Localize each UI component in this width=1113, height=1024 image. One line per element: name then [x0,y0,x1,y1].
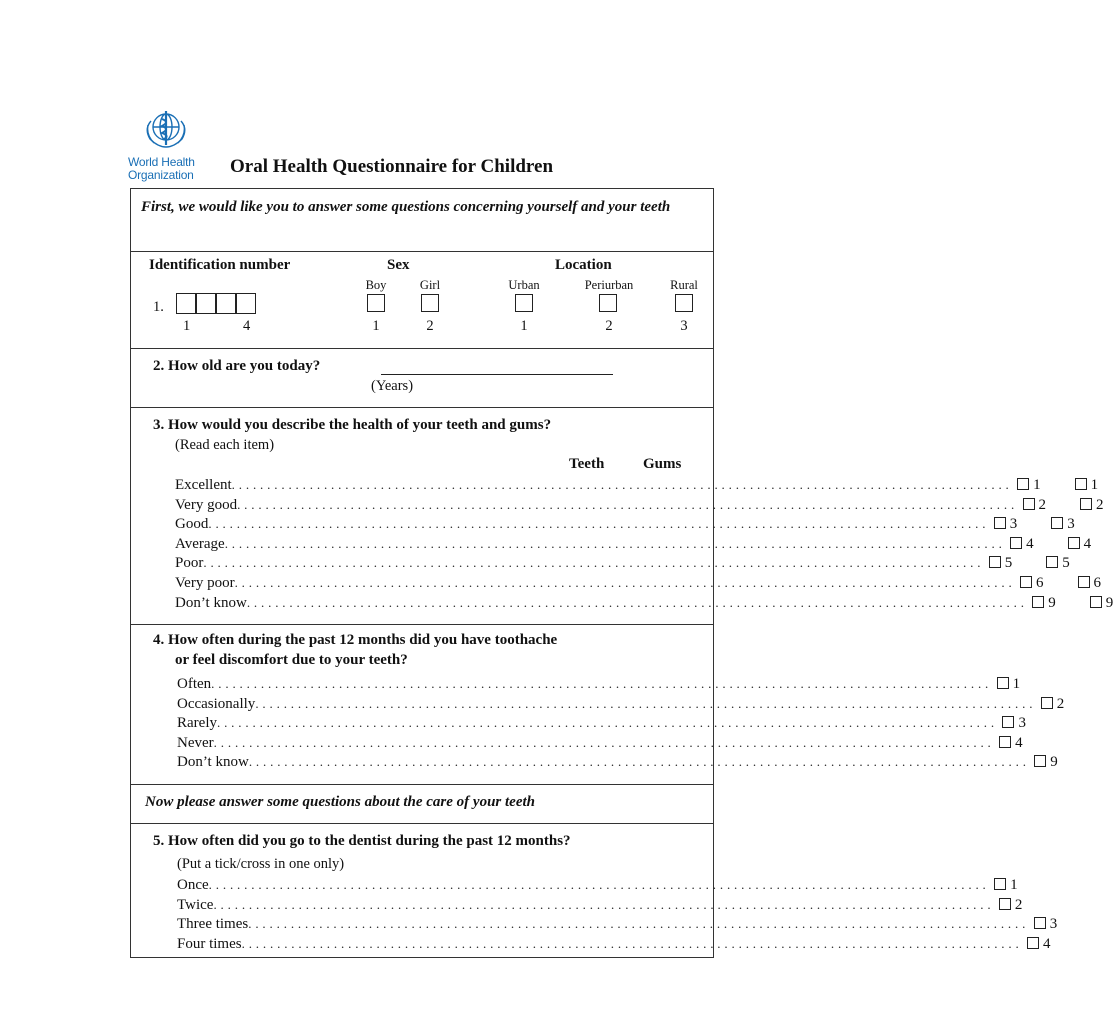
location-rural-checkbox[interactable] [675,294,693,312]
dot-leader: . . . . . . . . . . . . . . . . . . . . . . . . . . . . . . . . . . . . . . . . . . . . . . . . . . . . . . . . . . . . . . . . . . . . . . . . . . . . . . . . . . . . . . . . . . . . . . . . . . . . . . . . . . . . . . [213,734,992,750]
teeth-checkbox[interactable] [1017,478,1029,490]
gums-option[interactable] [1075,477,1099,494]
gums-checkbox[interactable] [1075,478,1087,490]
id-digit-box[interactable] [216,293,236,314]
option-label: Often [177,676,212,692]
col-teeth-heading: Teeth [569,456,605,472]
id-digit-box[interactable] [236,293,256,314]
divider [131,823,713,824]
answer-option-row [175,594,1113,612]
divider [131,407,713,408]
dot-leader: . . . . . . . . . . . . . . . . . . . . . . . . . . . . . . . . . . . . . . . . . . . . . . . . . . . . . . . . . . . . . . . . . . . . . . . . . . . . . . . . . . . . . . . . . . . . . . . . . . . . . . . . . . . . . . [234,575,1013,590]
divider [131,624,713,625]
q5-instruction: (Put a tick/cross in one only) [177,856,345,872]
option-label: Very poor [175,575,235,591]
id-digit-box[interactable] [176,293,196,314]
gums-option[interactable] [1080,497,1104,514]
answer-checkbox[interactable] [1002,716,1014,728]
teeth-checkbox[interactable] [1010,537,1022,549]
answer-checkbox[interactable] [997,677,1009,689]
dot-leader: . . . . . . . . . . . . . . . . . . . . . . . . . . . . . . . . . . . . . . . . . . . . . . . . . . . . . . . . . . . . . . . . . . . . . . . . . . . . . . . . . . . . . . . . . . . . . . . . . . . . . . . . . . . . . . [237,496,1015,512]
q2-question: 2. How old are you today? [153,358,321,374]
option-code: 4 [1015,734,1023,751]
answer-option-row [177,676,1021,693]
option-code: 9 [1050,754,1058,771]
gums-checkbox[interactable] [1046,556,1058,568]
option-code: 3 [1067,516,1075,533]
q3-question: 3. How would you describe the health of your teeth and gums? [153,417,552,433]
dot-leader: . . . . . . . . . . . . . . . . . . . . . . . . . . . . . . . . . . . . . . . . . . . . . . . . . . . . . . . . . . . . . . . . . . . . . . . . . . . . . . . . . . . . . . . . . . . . . . . . . . . . . . . . . . . . . . [248,916,1026,932]
divider [131,348,713,349]
teeth-checkbox[interactable] [1023,498,1035,510]
answer-option-row [177,734,1023,752]
teeth-checkbox[interactable] [994,517,1006,529]
location-option-label: Rural [670,278,698,292]
who-logo [128,107,208,182]
answer-checkbox[interactable] [1027,937,1039,949]
option-code: 1 [1010,877,1018,893]
document-title: Oral Health Questionnaire for Children [230,156,554,177]
age-answer-line[interactable] [381,374,613,375]
option-label: Occasionally [177,695,256,712]
answer-option[interactable] [999,897,1023,914]
option-code: 2 [1096,496,1104,513]
answer-option-row [177,754,1058,771]
option-label: Four times [177,935,242,952]
gums-option[interactable] [1068,536,1092,553]
answer-option-row [177,715,1026,732]
q4-question-line2: or feel discomfort due to your teeth? [175,652,408,668]
answer-option-row [177,896,1023,914]
location-option-code: 1 [520,318,528,334]
option-code: 2 [1056,695,1065,712]
sex-boy-checkbox[interactable] [367,294,385,312]
gums-option[interactable] [1078,575,1102,592]
dot-leader: . . . . . . . . . . . . . . . . . . . . . . . . . . . . . . . . . . . . . . . . . . . . . . . . . . . . . . . . . . . . . . . . . . . . . . . . . . . . . . . . . . . . . . . . . . . . . . . . . . . . . . . . . . . . . . [213,896,991,912]
sex-option-label: Boy [365,278,387,292]
q4-question-line1: 4. How often during the past 12 months did you have toothache [153,632,558,648]
option-code: 1 [1090,477,1099,493]
who-emblem-icon [138,107,194,151]
id-number-boxes[interactable] [176,293,260,314]
answer-option[interactable] [999,735,1023,752]
answer-checkbox[interactable] [999,736,1011,748]
answer-checkbox[interactable] [1034,755,1046,767]
location-periurban-checkbox[interactable] [599,294,617,312]
answer-option-row [175,555,1070,572]
option-code: 6 [1093,575,1102,591]
id-digit-box[interactable] [196,293,216,314]
gums-checkbox[interactable] [1080,498,1092,510]
option-code: 1 [1012,676,1021,692]
teeth-option[interactable] [989,555,1013,572]
answer-option-row [175,516,1075,533]
teeth-checkbox[interactable] [989,556,1001,568]
location-heading: Location [555,257,612,273]
option-code: 1 [1033,477,1041,493]
location-option-code: 2 [605,318,613,334]
care-intro-text: Now please answer some questions about the care of your teeth [145,794,536,810]
option-code: 9 [1048,594,1056,611]
option-label: Don’t know [177,754,249,771]
teeth-option[interactable] [1010,536,1034,553]
teeth-option[interactable] [1032,595,1056,612]
answer-option[interactable] [1041,696,1065,713]
option-label: Once [177,877,209,893]
answer-option-row [177,935,1051,953]
gums-option[interactable] [1051,516,1075,533]
answer-option[interactable] [994,877,1018,894]
answer-checkbox[interactable] [1034,917,1046,929]
option-code: 9 [1105,594,1113,611]
item-number: 1. [153,299,164,315]
option-code: 3 [1049,916,1058,933]
answer-option-row [177,877,1018,894]
answer-option[interactable] [997,676,1021,693]
col-gums-heading: Gums [643,456,682,472]
teeth-checkbox[interactable] [1020,576,1032,588]
option-label: Twice [177,896,214,913]
dot-leader: . . . . . . . . . . . . . . . . . . . . . . . . . . . . . . . . . . . . . . . . . . . . . . . . . . . . . . . . . . . . . . . . . . . . . . . . . . . . . . . . . . . . . . . . . . . . . . . . . . . . . . . . . . . . . . [208,516,986,532]
option-label: Very good [175,496,238,513]
location-urban-checkbox[interactable] [515,294,533,312]
gums-checkbox[interactable] [1078,576,1090,588]
sex-option-code: 1 [372,318,380,334]
divider [131,251,713,252]
dot-leader: . . . . . . . . . . . . . . . . . . . . . . . . . . . . . . . . . . . . . . . . . . . . . . . . . . . . . . . . . . . . . . . . . . . . . . . . . . . . . . . . . . . . . . . . . . . . . . . . . . . . . . . . . . . . . . [231,477,1010,492]
answer-option-row [177,916,1058,933]
dot-leader: . . . . . . . . . . . . . . . . . . . . . . . . . . . . . . . . . . . . . . . . . . . . . . . . . . . . . . . . . . . . . . . . . . . . . . . . . . . . . . . . . . . . . . . . . . . . . . . . . . . . . . . . . . . . . . [241,935,1020,951]
option-code: 2 [1038,496,1047,513]
sex-option-label: Girl [419,278,441,292]
teeth-checkbox[interactable] [1032,596,1044,608]
gums-option[interactable] [1046,555,1070,572]
option-code: 4 [1026,535,1034,552]
location-option-code: 3 [680,318,688,334]
q5-question: 5. How often did you go to the dentist during the past 12 months? [153,833,571,849]
answer-option-row [175,477,1099,494]
answer-option[interactable] [1034,754,1058,771]
option-code: 3 [1009,516,1018,533]
logo-text-line2: Organization [128,168,194,182]
answer-option[interactable] [1034,916,1058,933]
option-code: 5 [1062,555,1070,572]
id-range-end: 4 [243,318,251,334]
gums-checkbox[interactable] [1090,596,1102,608]
option-label: Rarely [177,715,217,732]
gums-checkbox[interactable] [1051,517,1063,529]
option-code: 4 [1083,535,1092,552]
teeth-option[interactable] [994,516,1018,533]
dot-leader: . . . . . . . . . . . . . . . . . . . . . . . . . . . . . . . . . . . . . . . . . . . . . . . . . . . . . . . . . . . . . . . . . . . . . . . . . . . . . . . . . . . . . . . . . . . . . . . . . . . . . . . . . . . . . . [203,555,981,571]
intro-text: First, we would like you to answer some questions concerning yourself and your teeth [141,199,671,215]
answer-checkbox[interactable] [1041,697,1053,709]
dot-leader: . . . . . . . . . . . . . . . . . . . . . . . . . . . . . . . . . . . . . . . . . . . . . . . . . . . . . . . . . . . . . . . . . . . . . . . . . . . . . . . . . . . . . . . . . . . . . . . . . . . . . . . . . . . . . . [216,715,995,731]
answer-option-row [175,535,1092,553]
divider [131,784,713,785]
option-label: Average [175,535,225,552]
teeth-option[interactable] [1017,477,1041,494]
answer-option[interactable] [1002,715,1026,732]
questionnaire-frame [130,188,1113,958]
sex-option-code: 2 [426,318,434,334]
option-label: Don’t know [175,594,247,611]
sex-heading: Sex [387,257,410,273]
answer-checkbox[interactable] [999,898,1011,910]
id-range-start: 1 [183,318,191,334]
option-label: Excellent [175,477,232,493]
answer-option-row [177,695,1065,713]
id-heading: Identification number [149,257,291,273]
location-option-label: Urban [508,278,540,292]
dot-leader: . . . . . . . . . . . . . . . . . . . . . . . . . . . . . . . . . . . . . . . . . . . . . . . . . . . . . . . . . . . . . . . . . . . . . . . . . . . . . . . . . . . . . . . . . . . . . . . . . . . . . . . . . . . . . . [224,535,1003,551]
option-label: Never [177,734,214,751]
teeth-option[interactable] [1020,575,1044,592]
gums-option[interactable] [1090,595,1113,612]
answer-option[interactable] [1027,936,1051,953]
dot-leader: . . . . . . . . . . . . . . . . . . . . . . . . . . . . . . . . . . . . . . . . . . . . . . . . . . . . . . . . . . . . . . . . . . . . . . . . . . . . . . . . . . . . . . . . . . . . . . . . . . . . . . . . . . . . . . [246,594,1025,610]
option-label: Poor [175,555,204,572]
gums-checkbox[interactable] [1068,537,1080,549]
dot-leader: . . . . . . . . . . . . . . . . . . . . . . . . . . . . . . . . . . . . . . . . . . . . . . . . . . . . . . . . . . . . . . . . . . . . . . . . . . . . . . . . . . . . . . . . . . . . . . . . . . . . . . . . . . . . . . [248,754,1027,770]
option-label: Good [175,516,209,533]
dot-leader: . . . . . . . . . . . . . . . . . . . . . . . . . . . . . . . . . . . . . . . . . . . . . . . . . . . . . . . . . . . . . . . . . . . . . . . . . . . . . . . . . . . . . . . . . . . . . . . . . . . . . . . . . . . . . . [208,877,987,892]
answer-checkbox[interactable] [994,878,1006,890]
logo-text-line1: World Health [128,155,195,169]
q3-instruction: (Read each item) [175,437,275,453]
option-code: 2 [1014,896,1023,913]
option-label: Three times [177,916,249,933]
option-code: 6 [1036,575,1044,591]
teeth-option[interactable] [1023,497,1047,514]
answer-option-row [175,575,1102,592]
option-code: 3 [1018,715,1026,732]
dot-leader: . . . . . . . . . . . . . . . . . . . . . . . . . . . . . . . . . . . . . . . . . . . . . . . . . . . . . . . . . . . . . . . . . . . . . . . . . . . . . . . . . . . . . . . . . . . . . . . . . . . . . . . . . . . . . . [255,695,1033,711]
option-code: 4 [1043,935,1051,952]
dot-leader: . . . . . . . . . . . . . . . . . . . . . . . . . . . . . . . . . . . . . . . . . . . . . . . . . . . . . . . . . . . . . . . . . . . . . . . . . . . . . . . . . . . . . . . . . . . . . . . . . . . . . . . . . . . . . . [211,676,989,691]
age-unit: (Years) [371,378,414,394]
answer-option-row [175,496,1104,514]
option-code: 5 [1004,555,1013,572]
sex-girl-checkbox[interactable] [421,294,439,312]
location-option-label: Periurban [584,278,634,292]
